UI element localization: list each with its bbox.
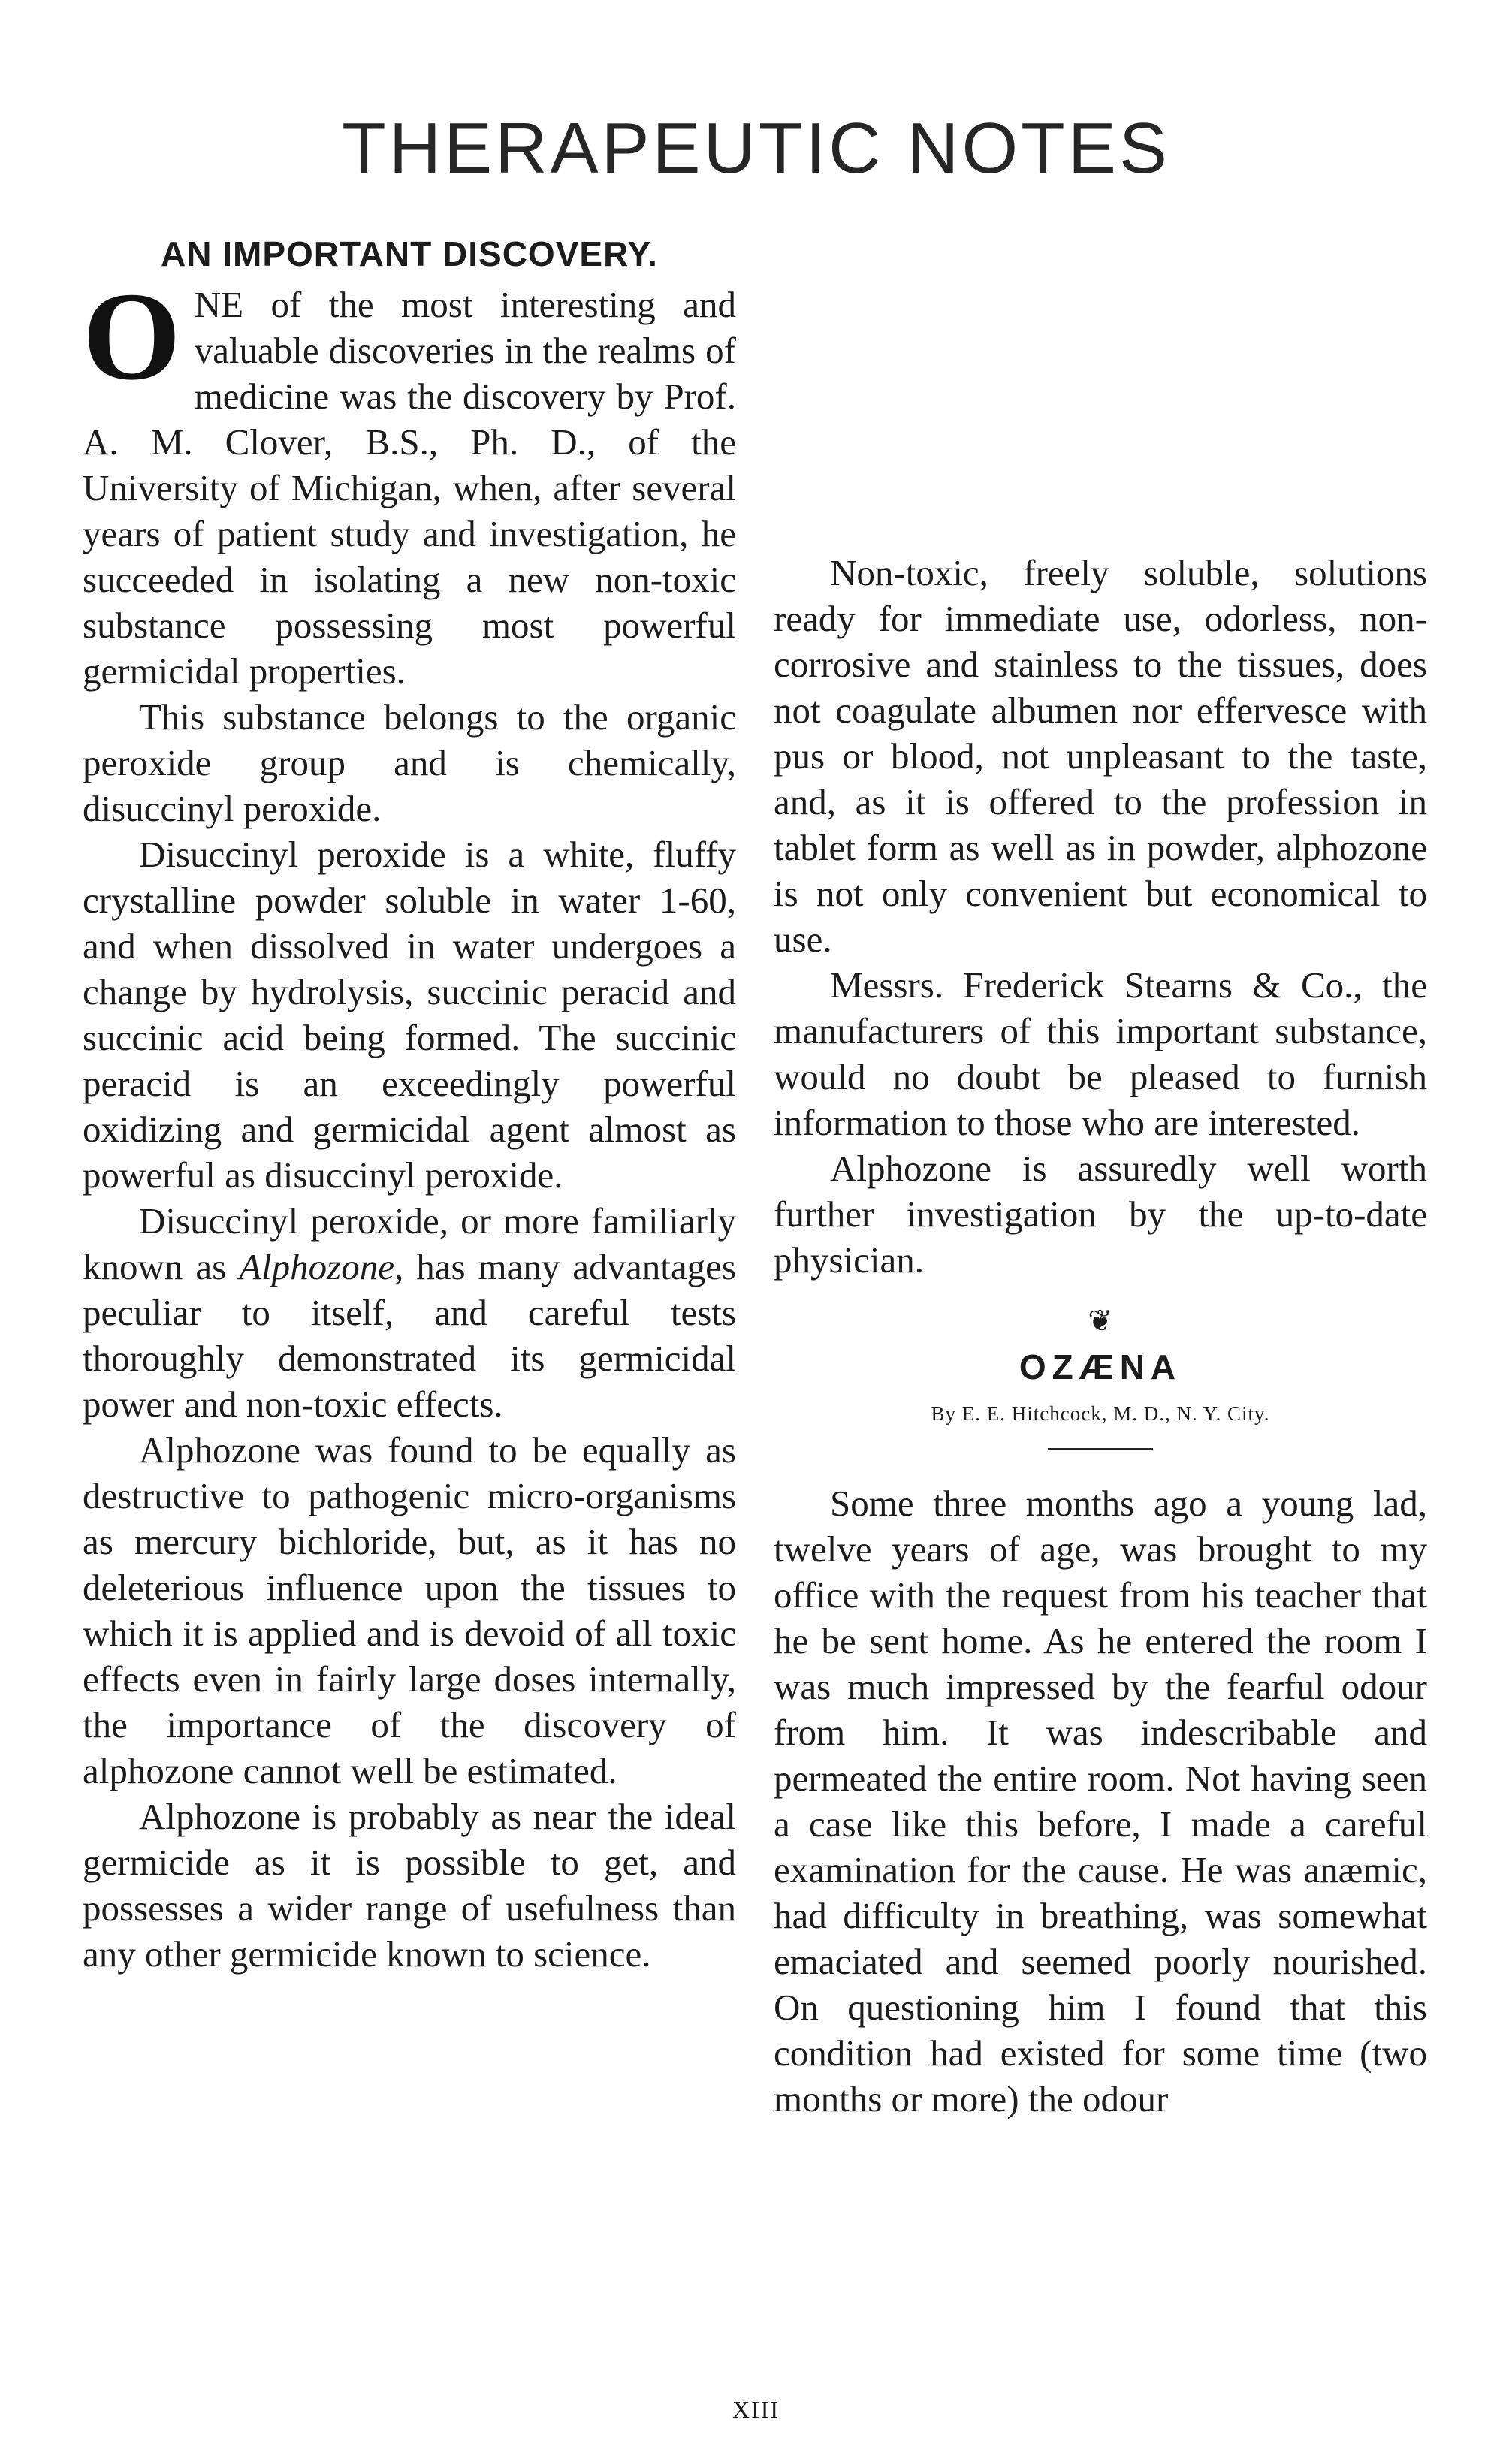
fleuron-icon: ❦ [1088,1304,1113,1338]
article-byline: By E. E. Hitchcock, M. D., N. Y. City. [931,1402,1270,1425]
article-paragraph [83,1198,736,1427]
right-column [774,197,1427,2122]
product-name: Alphozone, [239,1246,404,1287]
page-title: THERAPEUTIC NOTES [342,108,1170,189]
article-heading: AN IMPORTANT DISCOVERY. [161,234,658,273]
article-paragraph: Alphozone was found to be equally as destructive to pathogenic micro-organisms as mercury bichloride, but, as it has no deleterious influence upon the tissues to which it is applied and is devoid of all toxic effects even in fairly large doses internally, the importance of the discovery of alphozone cannot well be estimated. [83,1429,736,1791]
article-paragraph [83,267,736,694]
article-paragraph: Non-toxic, freely soluble, solutions ready for immediate use, odorless, non-corrosive and stainless to the tissues, does not coagulate albumen nor effervesce with pus or blood, not unpleasant to the taste, and, as it is offered to the profession in tablet form as well as in powder, alphozone is not only convenient but economical to use. [774,552,1427,960]
article-paragraph: Disuccinyl peroxide is a white, fluffy crystalline powder soluble in water 1-60, and when dissolved in water undergoes a change by hydrolysis, succinic peracid and succinic acid being formed. The succinic peracid is an exceedingly powerful oxidizing and germicidal agent almost as powerful as disuccinyl peroxide. [83,834,736,1196]
article-paragraph: Alphozone is assuredly well worth further investigation by the up-to-date physician. [774,1148,1427,1281]
left-column [83,231,736,1977]
article-paragraph: Some three months ago a young lad, twelve years of age, was brought to my office with the request from his teacher that he be sent home. As he entered the room I was much impressed by the fearful odour from him. It was indescribable and permeated the entire room. Not having seen a case like this before, I made a careful examination for the cause. He was anæmic, had difficulty in breathing, was somewhat emaciated and seemed poorly nourished. On questioning him I found that this condition had existed for some time (two months or more) the odour [774,1483,1427,2120]
drop-cap: O [83,267,181,406]
divider [1048,1448,1153,1450]
article-paragraph: This substance belongs to the organic peroxide group and is chemically, disuccinyl peroxide. [83,696,736,829]
paragraph-text: NE of the most interesting and valuable discoveries in the realms of medicine was the discovery by Prof. A. M. Clover, B.S., Ph. D., of the University of Michigan, when, after several years of patient study and investigation, he succeeded in isolating a new non-toxic substance possessing most powerful germicidal properties. [83,284,736,692]
article-paragraph: Messrs. Frederick Stearns & Co., the manufacturers of this important substance, would no doubt be pleased to furnish information to those who are interested. [774,964,1427,1143]
article-paragraph: Alphozone is probably as near the ideal germicide as it is possible to get, and possesses a wider range of usefulness than any other germicide known to science. [83,1796,736,1975]
page-number: XIII [732,2396,780,2423]
article-title: OZÆNA [1019,1347,1182,1386]
paragraph-text: has many advantages peculiar to itself, and careful tests thoroughly demonstrated its germicidal power and non-toxic effects. [83,1246,736,1425]
paragraph-text: Disuccinyl peroxide, or more familiarly known as [83,1200,736,1287]
